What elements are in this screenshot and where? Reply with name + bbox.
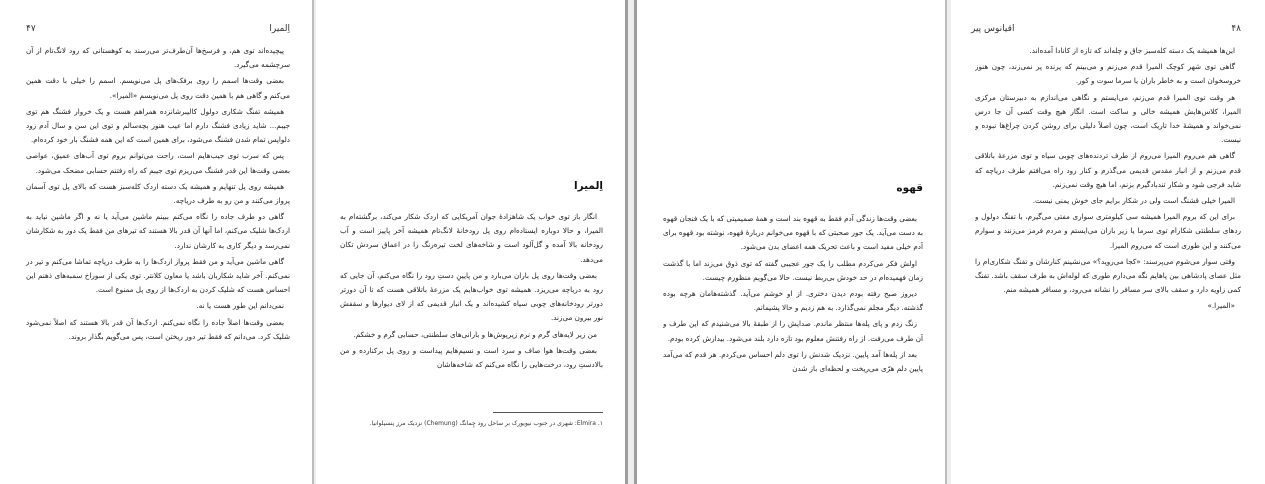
book-page-47 — [0, 0, 314, 484]
book-page-chapter-coffee — [634, 0, 947, 484]
paragraph: برای این که بروم المیرا همیشه سی کیلومتری سواری مفتی می‌گیرم، با تفنگ دولول و ردهای سلطنتی شکارام توی سرما یا زیر باران می‌ایستم و مردم فرمز می‌زنند و سوارم می‌کنند و این طوری است که می‌روم المیرا. — [975, 212, 1241, 250]
paragraph: گاهی هم می‌روم المیرا می‌روم از طرف تردنده‌های چوبی سیاه و توی مزرعهٔ باتلاقی قدم می‌زنم و از انبار مقدس قدیمی می‌گذرم و کنار رود راه می‌افتم طرف دریاچه که شاید فرجی شود و شکار تندبادگیرم بزنم، اما هیچ وقت نمی‌زنم. — [975, 151, 1241, 189]
paragraph: بعضی وقت‌ها زندگی آدم فقط به قهوه بند است و همهٔ صمیمیتی که با یک فنجان قهوه به دست می‌آید. یک جور صحبتی که با قهوه می‌خوانم دربارهٔ قهوه، نوشته بود قهوه برای آدم خیلی مفید است و باعث تحریک همه اعضای بدن می‌شود. — [663, 214, 923, 252]
paragraph: گاهی ماشین می‌آید و من فقط پرواز اردک‌ها را به طرف دریاچه تماشا می‌کنم و تیر در نمی‌کنم. آخر شاید شکاربان باشد یا معاون کلانتر. توی یکی از سوراخ سمبه‌های ذهنم این احساس هست که شلیک کردن به اردک‌ها از روی پل ممنوع است. — [26, 256, 290, 295]
paragraph: دیروز صبح رفته بودم دیدن دختری. از او خوشم می‌آید. گذشته‌هامان هرچه بوده گذشته. دیگر مجلم نمی‌گذارد. به هم زدیم و حالا پشیمانم. — [663, 289, 923, 313]
paragraph: نمی‌دانم این طور هست یا نه. — [196, 301, 284, 311]
paragraph: گاهی دو طرف جاده را نگاه می‌کنم ببینم ماشین می‌آید یا نه و اگر ماشین نیاید به اردک‌ها شلیک می‌کنم، اما آنها آن قدر بالا هستند که تیرهای من فقط یک دور به شکارشان نمی‌رسد و دیگر کاری به کارشان ندارد. — [26, 212, 290, 250]
running-header-title: اِلمیرا — [269, 24, 290, 34]
running-header — [971, 22, 1241, 36]
book-page-chapter-elmira — [316, 0, 628, 484]
paragraph: پس که سرب توی جیب‌هایم است، راحت می‌توانم بروم توی آب‌های عمیق، عواصی بعضی وقت‌ها این قدر فشنگ می‌ریزم توی جیبم که راه رفتنم حسابی مضحک می‌شود. — [26, 151, 290, 175]
paragraph: هر وقت توی المیرا قدم می‌زنم، می‌ایستم و نگاهی می‌اندازم به دبیرستان مرکزی المیرا، کلاس‌هایش همیشه خالی و ساکت است. انگار هیچ وقت کسی آن جا درس نمی‌خواند و همیشهٔ خدا تاریک است، چون اصلاً دلیلی برای روشن کردن چراغ‌ها نبوده و نیست. — [975, 92, 1241, 145]
footnote: ۱. Elmira: شهری در جنوب نیویورک بر ساحل رود چِمانگ (Chemung) نزدیک مرز پنسیلوانیا. — [369, 420, 603, 427]
paragraph: بعضی وقت‌ها روی پل باران می‌بارد و من پایینِ دستِ رود را نگاه می‌کنم، آن جایی که رود به دریاچه می‌ریزد. همیشه توی خواب‌هایم یک مزرعهٔ باتلاقی هست که تا آن دورتر دورتر رودخانه‌های چوبی سیاه کشیده‌اند و یک انبار قدیمی که از لای دیوارها و سقفش نور بیرون می‌زند. — [340, 270, 603, 323]
page-number: ۴۸ — [1231, 24, 1241, 34]
chapter-title: اِلمیرا — [574, 180, 603, 192]
book-page-48 — [951, 0, 1265, 484]
paragraph: بعضی وقت‌ها اصلاً جاده را نگاه نمی‌کنم. اردک‌ها آن قدر بالا هستند که اصلاً نمی‌شود شلیک کرد. می‌دانم که فقط تیر دور ریختن است، پس می‌گویم بگذار بروند. — [26, 317, 290, 341]
page-number: ۴۷ — [26, 24, 36, 34]
paragraph: همیشه تفنگ شکاری دولول کالیبرشانزده همراهم هست و یک خروار فشنگ هم توی جیبم... شاید زیادی فشنگ دارم اما عیب هنوز بچه‌سالم و توی این سن و سال آدم زود دلواپس تمام شدن فشنگ می‌شود، برای همین است که این همه فشنگ بار خود کرده‌ام. — [26, 106, 290, 145]
paragraph: وقتی سوار می‌شوم می‌پرسند: «کجا می‌روید؟» می‌نشینم کنارشان و تفنگ شکاری‌ام را مثل عصای پادشاهی بین پاهایم نگه می‌دارم طوری که لوله‌اش به طرف سقف باشد. تفنگ کمی زاویه دارد و سقف بالای سر مسافر را نشانه می‌رود، و مسافر همیشه منم. — [975, 256, 1241, 295]
running-header — [26, 22, 290, 36]
chapter-title: قهوه — [896, 182, 923, 194]
paragraph: المیرا خیلی قشنگ است ولی در شکار برایم جای خوش یمنی نیست. — [1032, 196, 1235, 206]
running-header-title: اقیانوس پیر — [971, 24, 1015, 34]
page-body — [663, 212, 923, 452]
page-body — [26, 44, 290, 462]
paragraph: بعضی وقت‌ها هوا صاف و سرد است و نسیم‌هایم پیداست و روی پل برکنارده و من بالادستِ رود، درخت‌هایی را نگاه می‌کنم که شاخه‌هاشان — [340, 345, 603, 370]
paragraph: «المیرا.» — [1207, 301, 1235, 311]
page-body — [975, 44, 1241, 460]
paragraph: بعد از پله‌ها آمد پایین. نزدیک شدنش را توی دلم احساس می‌کردم. هر قدم که می‌آمد پایین دلم هرّی می‌ریخت و لحظه‌ای باز شدن — [663, 349, 923, 374]
paragraph: اولش فکر می‌کردم مطلب را یک جور عجیبی گفته که توی ذوق می‌زند اما با گذشت زمان فهمیده‌ام در حد خودش بی‌ربط نیست. حالا می‌گویم منظورم چیست. — [663, 258, 923, 282]
paragraph: گاهی توی شهر کوچک المیرا قدم می‌زنم و می‌بینم که پرنده پر نمی‌زند، چون هنوز خروسخوان است و به خاطر باران یا سرما سوت و کور. — [975, 62, 1241, 86]
paragraph: انگار باز توی خواب یک شاهزادهٔ جوان آمریکایی که اردک شکار می‌کند، برگشته‌ام به المیرا، و حالا دوباره ایستاده‌ام روی پل رودخانهٔ لانگ‌تام همیشه آخر پاییز است و آب رودخانه بالا آمده و گل‌آلود است و شاخه‌های لخت تیره‌رنگ را در اعماق سردش تکان می‌دهد. — [340, 212, 603, 264]
paragraph: زنگ زدم و پای پله‌ها منتظر ماندم. صدایش را از طبقهٔ بالا می‌شنیدم که این طرف و آن طرف می‌رفت. از راه رفتنش معلوم بود تازه دارد بلند می‌شود. بیدارش کرده بودم. — [663, 319, 923, 343]
paragraph: من زیر لایه‌های گرم و نرم زیرپوش‌ها و بارانی‌های سلطنتی، حسابی گرم و خشکم. — [353, 329, 597, 339]
paragraph: بعضی وقت‌ها اسمم را روی برفک‌های پل می‌نویسم. اسمم را خیلی با دقت همین می‌کنم و گاهی هم با همین دقت روی پل می‌نویسم «المیرا». — [26, 76, 290, 100]
footnote-divider — [493, 412, 603, 413]
page-body — [340, 210, 603, 404]
paragraph: این‌ها همیشه یک دسته کله‌سبز جاق و چله‌اند که تازه از کانادا آمده‌اند. — [1029, 46, 1235, 55]
paragraph: همیشه روی پل تنهایم و همیشه یک دسته اردک کله‌سبز هست که بالای پل توی آسمان پرواز می‌کنند و من رو به طرف دریاچه. — [26, 181, 290, 206]
paragraph: پیچیده‌اند توی هم، و فرسخ‌ها آن‌طرف‌تر می‌رسند به کوهستانی که رود لانگ‌تام از آن سرچشمه می‌گیرد. — [26, 46, 290, 70]
